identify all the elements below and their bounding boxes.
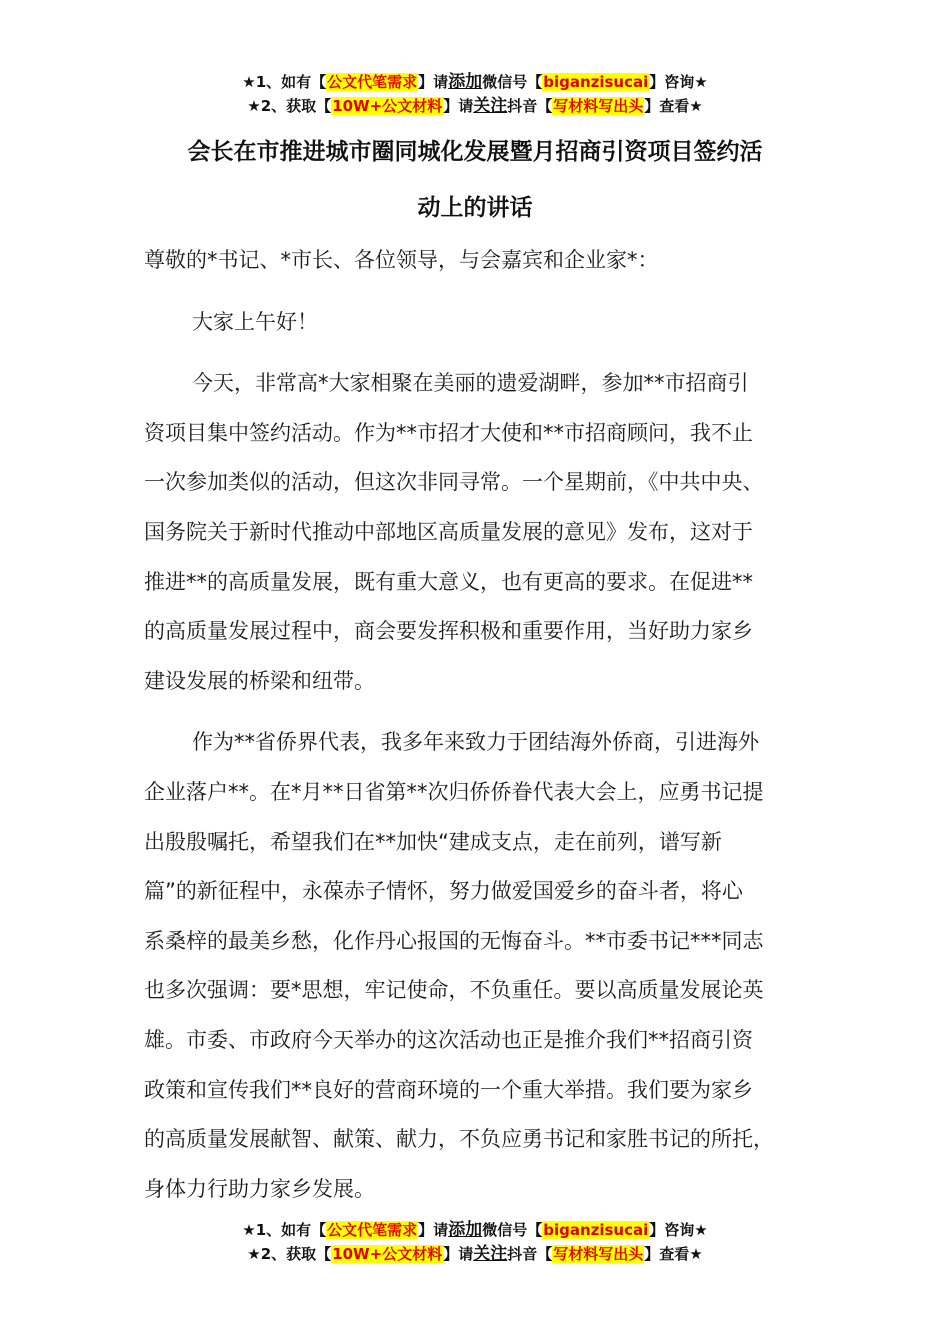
promo-line-1 [0, 1218, 950, 1242]
promo-text: 】请 [443, 97, 474, 115]
paragraph-line: 系桑梓的最美乡愁，化作丹心报国的无悔奋斗。**市委书记***同志 [144, 928, 764, 953]
paragraph-line: 推进**的高质量发展，既有重大意义，也有更高的要求。在促进** [144, 569, 753, 594]
paragraph-line: 的高质量发展过程中，商会要发挥积极和重要作用，当好助力家乡 [144, 619, 753, 644]
bottom-promo-banner [0, 1218, 950, 1266]
paragraph-line: 建设发展的桥梁和纽带。 [144, 668, 375, 693]
paragraph-line: 政策和宣传我们**良好的营商环境的一个重大举措。我们要为家乡 [144, 1077, 753, 1102]
promo-line-2 [0, 94, 950, 118]
title-line: 会长在市推进城市圈同城化发展暨月招商引资项目签约活 [187, 139, 763, 165]
promo-text: ★2、获取【 [247, 1245, 332, 1263]
paragraph-line: 今天，非常高*大家相聚在美丽的遗爱湖畔，参加**市招商引 [192, 371, 749, 396]
paragraph-line: 雄。市委、市政府今天举办的这次活动也正是推介我们**招商引资 [144, 1027, 753, 1052]
promo-line-2 [0, 1242, 950, 1266]
promo-text: 抖音【 [507, 97, 553, 115]
paragraph-line: 也多次强调：要*思想，牢记使命，不负重任。要以高质量发展论英 [144, 978, 764, 1003]
document-title [140, 124, 810, 236]
promo-text: ★2、获取【 [247, 97, 332, 115]
title-line: 动上的讲话 [417, 195, 533, 221]
paragraph-line: 的高质量发展献智、献策、献力，不负应勇书记和家胜书记的所托， [144, 1127, 774, 1152]
promo-text: 】请 [418, 73, 449, 91]
promo-text: 】请 [443, 1245, 474, 1263]
paragraph-line: 出殷殷嘱托，希望我们在**加快“建成支点，走在前列，谱写新 [144, 829, 722, 854]
paragraph-2 [144, 718, 810, 1214]
promo-highlight: 公文代笔需求 [327, 1221, 418, 1239]
promo-text: ★1、如有【 [242, 73, 327, 91]
promo-highlight: 10W+公文材料 [332, 1245, 443, 1263]
promo-text: 】咨询★ [649, 1221, 708, 1239]
promo-text: 微信号【 [482, 73, 543, 91]
promo-text: ★1、如有【 [242, 1221, 327, 1239]
paragraph-line: 身体力行助力家乡发展。 [144, 1176, 375, 1201]
paragraph-1 [144, 359, 810, 706]
paragraph-line: 国务院关于新时代推动中部地区高质量发展的意见》发布，这对于 [144, 519, 753, 544]
promo-text: 】咨询★ [649, 73, 708, 91]
paragraph-line: 一次参加类似的活动，但这次非同寻常。一个星期前，《中共中央、 [144, 470, 764, 495]
wechat-id-highlight: biganzisucai [543, 1221, 649, 1239]
promo-text: 抖音【 [507, 1245, 553, 1263]
douyin-id-highlight: 写材料写出头 [553, 1245, 644, 1263]
top-promo-banner [0, 70, 950, 118]
paragraph-line: 作为**省侨界代表，我多年来致力于团结海外侨商，引进海外 [192, 730, 759, 755]
promo-emphasis: 关注 [473, 1244, 508, 1264]
paragraph-line: 资项目集中签约活动。作为**市招才大使和**市招商顾问，我不止 [144, 420, 753, 445]
paragraph-line: 篇”的新征程中，永葆赤子情怀，努力做爱国爱乡的奋斗者，将心 [144, 879, 743, 904]
promo-highlight: 10W+公文材料 [332, 97, 443, 115]
douyin-id-highlight: 写材料写出头 [553, 97, 644, 115]
greeting: 大家上午好！ [192, 309, 318, 334]
promo-text: 】查看★ [644, 97, 703, 115]
promo-line-1 [0, 70, 950, 94]
promo-emphasis: 添加 [448, 1220, 483, 1240]
promo-emphasis: 添加 [448, 72, 483, 92]
salutation: 尊敬的*书记、*市长、各位领导，与会嘉宾和企业家*： [144, 248, 659, 272]
promo-text: 】查看★ [644, 1245, 703, 1263]
paragraph-line: 企业落户**。在*月**日省第**次归侨侨眷代表大会上，应勇书记提 [144, 779, 764, 804]
promo-highlight: 公文代笔需求 [327, 73, 418, 91]
promo-text: 微信号【 [482, 1221, 543, 1239]
promo-emphasis: 关注 [473, 96, 508, 116]
document-body [144, 236, 810, 1226]
wechat-id-highlight: biganzisucai [543, 73, 649, 91]
promo-text: 】请 [418, 1221, 449, 1239]
